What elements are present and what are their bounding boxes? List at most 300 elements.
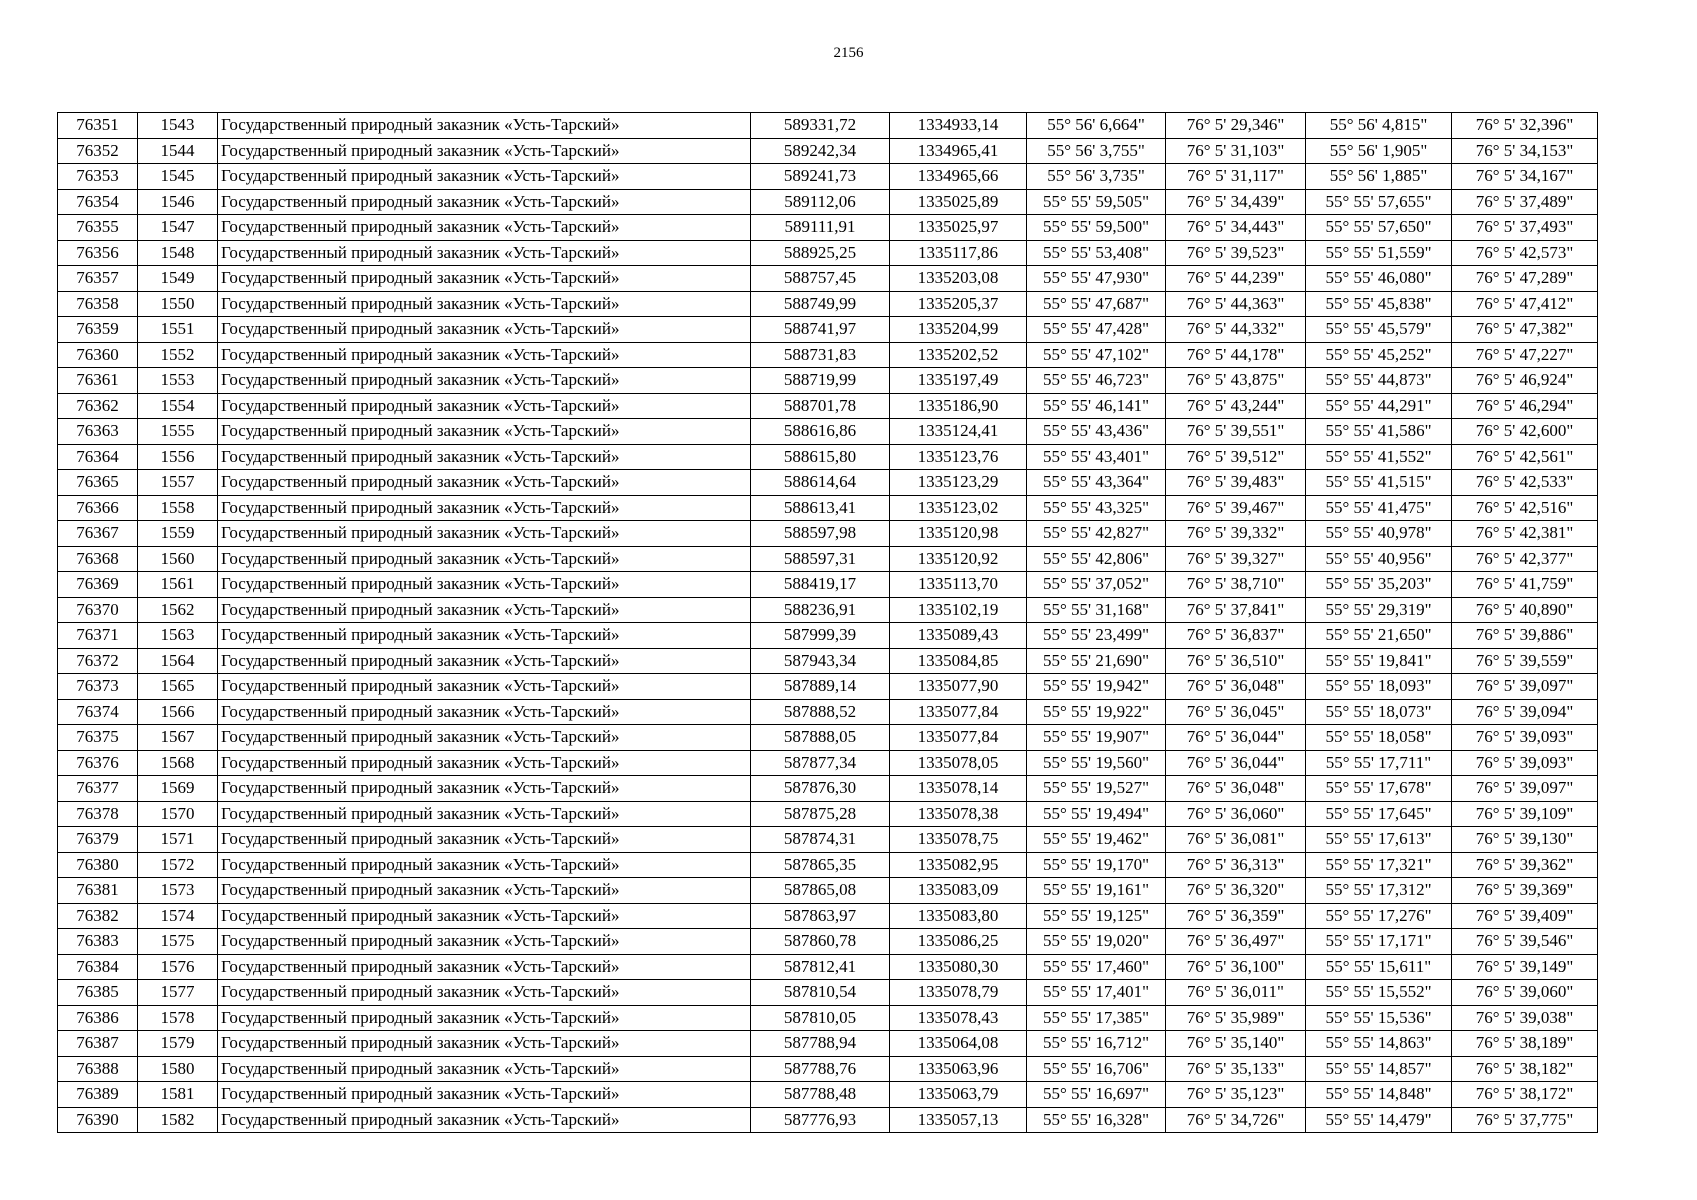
- y-coordinate-cell: 1335057,13: [890, 1107, 1027, 1133]
- longitude-1-cell: 76° 5' 36,100": [1166, 954, 1306, 980]
- point-number-cell: 1558: [138, 495, 218, 521]
- latitude-2-cell: 55° 55' 15,611": [1306, 954, 1452, 980]
- longitude-2-cell: 76° 5' 47,289": [1452, 266, 1598, 292]
- y-coordinate-cell: 1335080,30: [890, 954, 1027, 980]
- latitude-1-cell: 55° 55' 47,102": [1027, 342, 1166, 368]
- y-coordinate-cell: 1335123,76: [890, 444, 1027, 470]
- y-coordinate-cell: 1335083,09: [890, 878, 1027, 904]
- y-coordinate-cell: 1335078,79: [890, 980, 1027, 1006]
- x-coordinate-cell: 587888,05: [751, 725, 890, 751]
- longitude-1-cell: 76° 5' 36,837": [1166, 623, 1306, 649]
- territory-name-cell: Государственный природный заказник «Усть-Тарский»: [218, 852, 751, 878]
- territory-name-cell: Государственный природный заказник «Усть-Тарский»: [218, 495, 751, 521]
- latitude-1-cell: 55° 55' 19,922": [1027, 699, 1166, 725]
- point-number-cell: 1546: [138, 189, 218, 215]
- record-id-cell: 76368: [58, 546, 138, 572]
- territory-name-cell: Государственный природный заказник «Усть-Тарский»: [218, 444, 751, 470]
- table-row: [58, 572, 1598, 598]
- territory-name-cell: Государственный природный заказник «Усть-Тарский»: [218, 725, 751, 751]
- longitude-2-cell: 76° 5' 37,489": [1452, 189, 1598, 215]
- point-number-cell: 1582: [138, 1107, 218, 1133]
- point-number-cell: 1567: [138, 725, 218, 751]
- latitude-2-cell: 55° 55' 14,857": [1306, 1056, 1452, 1082]
- table-row: [58, 342, 1598, 368]
- longitude-1-cell: 76° 5' 44,332": [1166, 317, 1306, 343]
- table-row: [58, 164, 1598, 190]
- x-coordinate-cell: 587788,94: [751, 1031, 890, 1057]
- longitude-1-cell: 76° 5' 36,510": [1166, 648, 1306, 674]
- longitude-1-cell: 76° 5' 39,327": [1166, 546, 1306, 572]
- latitude-2-cell: 55° 55' 45,579": [1306, 317, 1452, 343]
- latitude-1-cell: 55° 56' 3,755": [1027, 138, 1166, 164]
- y-coordinate-cell: 1335203,08: [890, 266, 1027, 292]
- territory-name-cell: Государственный природный заказник «Усть-Тарский»: [218, 878, 751, 904]
- longitude-1-cell: 76° 5' 43,875": [1166, 368, 1306, 394]
- latitude-1-cell: 55° 55' 16,712": [1027, 1031, 1166, 1057]
- record-id-cell: 76371: [58, 623, 138, 649]
- latitude-2-cell: 55° 55' 18,058": [1306, 725, 1452, 751]
- latitude-2-cell: 55° 55' 14,848": [1306, 1082, 1452, 1108]
- y-coordinate-cell: 1335202,52: [890, 342, 1027, 368]
- point-number-cell: 1545: [138, 164, 218, 190]
- territory-name-cell: Государственный природный заказник «Усть-Тарский»: [218, 240, 751, 266]
- longitude-2-cell: 76° 5' 39,093": [1452, 750, 1598, 776]
- territory-name-cell: Государственный природный заказник «Усть-Тарский»: [218, 113, 751, 139]
- latitude-1-cell: 55° 55' 21,690": [1027, 648, 1166, 674]
- record-id-cell: 76378: [58, 801, 138, 827]
- record-id-cell: 76356: [58, 240, 138, 266]
- y-coordinate-cell: 1335102,19: [890, 597, 1027, 623]
- record-id-cell: 76382: [58, 903, 138, 929]
- territory-name-cell: Государственный природный заказник «Усть-Тарский»: [218, 521, 751, 547]
- point-number-cell: 1575: [138, 929, 218, 955]
- latitude-2-cell: 55° 55' 17,312": [1306, 878, 1452, 904]
- point-number-cell: 1550: [138, 291, 218, 317]
- latitude-1-cell: 55° 55' 16,328": [1027, 1107, 1166, 1133]
- latitude-2-cell: 55° 55' 18,093": [1306, 674, 1452, 700]
- point-number-cell: 1581: [138, 1082, 218, 1108]
- latitude-1-cell: 55° 55' 19,494": [1027, 801, 1166, 827]
- latitude-1-cell: 55° 55' 37,052": [1027, 572, 1166, 598]
- longitude-2-cell: 76° 5' 42,573": [1452, 240, 1598, 266]
- territory-name-cell: Государственный природный заказник «Усть-Тарский»: [218, 572, 751, 598]
- longitude-1-cell: 76° 5' 36,044": [1166, 725, 1306, 751]
- table-row: [58, 215, 1598, 241]
- territory-name-cell: Государственный природный заказник «Усть-Тарский»: [218, 419, 751, 445]
- territory-name-cell: Государственный природный заказник «Усть-Тарский»: [218, 266, 751, 292]
- y-coordinate-cell: 1335077,90: [890, 674, 1027, 700]
- territory-name-cell: Государственный природный заказник «Усть-Тарский»: [218, 954, 751, 980]
- point-number-cell: 1543: [138, 113, 218, 139]
- x-coordinate-cell: 587875,28: [751, 801, 890, 827]
- table-row: [58, 189, 1598, 215]
- x-coordinate-cell: 588719,99: [751, 368, 890, 394]
- point-number-cell: 1563: [138, 623, 218, 649]
- latitude-1-cell: 55° 56' 3,735": [1027, 164, 1166, 190]
- point-number-cell: 1547: [138, 215, 218, 241]
- y-coordinate-cell: 1335120,92: [890, 546, 1027, 572]
- latitude-2-cell: 55° 55' 17,171": [1306, 929, 1452, 955]
- territory-name-cell: Государственный природный заказник «Усть-Тарский»: [218, 597, 751, 623]
- longitude-1-cell: 76° 5' 36,359": [1166, 903, 1306, 929]
- y-coordinate-cell: 1334965,41: [890, 138, 1027, 164]
- longitude-1-cell: 76° 5' 44,363": [1166, 291, 1306, 317]
- table-row: [58, 444, 1598, 470]
- longitude-1-cell: 76° 5' 35,140": [1166, 1031, 1306, 1057]
- longitude-2-cell: 76° 5' 39,149": [1452, 954, 1598, 980]
- point-number-cell: 1553: [138, 368, 218, 394]
- territory-name-cell: Государственный природный заказник «Усть-Тарский»: [218, 1056, 751, 1082]
- record-id-cell: 76355: [58, 215, 138, 241]
- table-row: [58, 1107, 1598, 1133]
- longitude-2-cell: 76° 5' 39,559": [1452, 648, 1598, 674]
- table-row: [58, 1056, 1598, 1082]
- territory-name-cell: Государственный природный заказник «Усть-Тарский»: [218, 1082, 751, 1108]
- longitude-2-cell: 76° 5' 42,516": [1452, 495, 1598, 521]
- territory-name-cell: Государственный природный заказник «Усть-Тарский»: [218, 342, 751, 368]
- point-number-cell: 1568: [138, 750, 218, 776]
- table-row: [58, 266, 1598, 292]
- longitude-2-cell: 76° 5' 39,060": [1452, 980, 1598, 1006]
- latitude-1-cell: 55° 55' 43,325": [1027, 495, 1166, 521]
- latitude-2-cell: 55° 55' 17,645": [1306, 801, 1452, 827]
- point-number-cell: 1577: [138, 980, 218, 1006]
- longitude-2-cell: 76° 5' 37,493": [1452, 215, 1598, 241]
- table-row: [58, 138, 1598, 164]
- latitude-1-cell: 55° 55' 19,462": [1027, 827, 1166, 853]
- point-number-cell: 1564: [138, 648, 218, 674]
- longitude-2-cell: 76° 5' 42,381": [1452, 521, 1598, 547]
- x-coordinate-cell: 587776,93: [751, 1107, 890, 1133]
- x-coordinate-cell: 588925,25: [751, 240, 890, 266]
- table-row: [58, 776, 1598, 802]
- x-coordinate-cell: 587810,05: [751, 1005, 890, 1031]
- latitude-1-cell: 55° 55' 19,125": [1027, 903, 1166, 929]
- latitude-2-cell: 55° 55' 17,613": [1306, 827, 1452, 853]
- y-coordinate-cell: 1335078,05: [890, 750, 1027, 776]
- record-id-cell: 76386: [58, 1005, 138, 1031]
- table-row: [58, 546, 1598, 572]
- longitude-1-cell: 76° 5' 36,060": [1166, 801, 1306, 827]
- y-coordinate-cell: 1335063,96: [890, 1056, 1027, 1082]
- longitude-2-cell: 76° 5' 38,189": [1452, 1031, 1598, 1057]
- longitude-2-cell: 76° 5' 39,409": [1452, 903, 1598, 929]
- x-coordinate-cell: 588597,31: [751, 546, 890, 572]
- x-coordinate-cell: 587877,34: [751, 750, 890, 776]
- longitude-1-cell: 76° 5' 36,011": [1166, 980, 1306, 1006]
- table-row: [58, 929, 1598, 955]
- latitude-1-cell: 55° 55' 19,170": [1027, 852, 1166, 878]
- longitude-1-cell: 76° 5' 35,123": [1166, 1082, 1306, 1108]
- y-coordinate-cell: 1335063,79: [890, 1082, 1027, 1108]
- latitude-2-cell: 55° 55' 17,678": [1306, 776, 1452, 802]
- longitude-1-cell: 76° 5' 35,989": [1166, 1005, 1306, 1031]
- y-coordinate-cell: 1335117,86: [890, 240, 1027, 266]
- territory-name-cell: Государственный природный заказник «Усть-Тарский»: [218, 368, 751, 394]
- longitude-2-cell: 76° 5' 47,227": [1452, 342, 1598, 368]
- x-coordinate-cell: 587812,41: [751, 954, 890, 980]
- latitude-1-cell: 55° 55' 17,401": [1027, 980, 1166, 1006]
- table-row: [58, 674, 1598, 700]
- point-number-cell: 1576: [138, 954, 218, 980]
- table-row: [58, 317, 1598, 343]
- y-coordinate-cell: 1335205,37: [890, 291, 1027, 317]
- latitude-1-cell: 55° 55' 46,723": [1027, 368, 1166, 394]
- table-row: [58, 291, 1598, 317]
- latitude-1-cell: 55° 55' 16,706": [1027, 1056, 1166, 1082]
- table-row: [58, 240, 1598, 266]
- table-row: [58, 725, 1598, 751]
- longitude-1-cell: 76° 5' 36,048": [1166, 674, 1306, 700]
- point-number-cell: 1551: [138, 317, 218, 343]
- table-row: [58, 980, 1598, 1006]
- territory-name-cell: Государственный природный заказник «Усть-Тарский»: [218, 750, 751, 776]
- latitude-2-cell: 55° 56' 4,815": [1306, 113, 1452, 139]
- point-number-cell: 1552: [138, 342, 218, 368]
- record-id-cell: 76363: [58, 419, 138, 445]
- longitude-2-cell: 76° 5' 39,097": [1452, 776, 1598, 802]
- record-id-cell: 76389: [58, 1082, 138, 1108]
- y-coordinate-cell: 1334965,66: [890, 164, 1027, 190]
- longitude-1-cell: 76° 5' 39,467": [1166, 495, 1306, 521]
- latitude-1-cell: 55° 55' 59,505": [1027, 189, 1166, 215]
- y-coordinate-cell: 1334933,14: [890, 113, 1027, 139]
- longitude-1-cell: 76° 5' 29,346": [1166, 113, 1306, 139]
- latitude-1-cell: 55° 55' 19,942": [1027, 674, 1166, 700]
- longitude-2-cell: 76° 5' 34,167": [1452, 164, 1598, 190]
- latitude-2-cell: 55° 55' 15,536": [1306, 1005, 1452, 1031]
- territory-name-cell: Государственный природный заказник «Усть-Тарский»: [218, 291, 751, 317]
- latitude-1-cell: 55° 55' 47,687": [1027, 291, 1166, 317]
- y-coordinate-cell: 1335078,43: [890, 1005, 1027, 1031]
- x-coordinate-cell: 587865,35: [751, 852, 890, 878]
- y-coordinate-cell: 1335197,49: [890, 368, 1027, 394]
- longitude-1-cell: 76° 5' 36,497": [1166, 929, 1306, 955]
- table-row: [58, 699, 1598, 725]
- territory-name-cell: Государственный природный заказник «Усть-Тарский»: [218, 317, 751, 343]
- latitude-2-cell: 55° 55' 41,586": [1306, 419, 1452, 445]
- territory-name-cell: Государственный природный заказник «Усть-Тарский»: [218, 1005, 751, 1031]
- x-coordinate-cell: 587860,78: [751, 929, 890, 955]
- point-number-cell: 1560: [138, 546, 218, 572]
- longitude-2-cell: 76° 5' 39,038": [1452, 1005, 1598, 1031]
- point-number-cell: 1562: [138, 597, 218, 623]
- record-id-cell: 76370: [58, 597, 138, 623]
- point-number-cell: 1544: [138, 138, 218, 164]
- longitude-2-cell: 76° 5' 47,382": [1452, 317, 1598, 343]
- longitude-1-cell: 76° 5' 39,523": [1166, 240, 1306, 266]
- x-coordinate-cell: 587874,31: [751, 827, 890, 853]
- longitude-2-cell: 76° 5' 39,546": [1452, 929, 1598, 955]
- x-coordinate-cell: 588419,17: [751, 572, 890, 598]
- y-coordinate-cell: 1335204,99: [890, 317, 1027, 343]
- y-coordinate-cell: 1335186,90: [890, 393, 1027, 419]
- record-id-cell: 76357: [58, 266, 138, 292]
- table-row: [58, 1005, 1598, 1031]
- table-body: [58, 113, 1598, 1133]
- latitude-2-cell: 55° 55' 57,655": [1306, 189, 1452, 215]
- x-coordinate-cell: 588615,80: [751, 444, 890, 470]
- longitude-2-cell: 76° 5' 46,924": [1452, 368, 1598, 394]
- x-coordinate-cell: 588613,41: [751, 495, 890, 521]
- longitude-1-cell: 76° 5' 34,443": [1166, 215, 1306, 241]
- territory-name-cell: Государственный природный заказник «Усть-Тарский»: [218, 1031, 751, 1057]
- x-coordinate-cell: 588731,83: [751, 342, 890, 368]
- x-coordinate-cell: 589331,72: [751, 113, 890, 139]
- x-coordinate-cell: 588741,97: [751, 317, 890, 343]
- table-row: [58, 1082, 1598, 1108]
- latitude-1-cell: 55° 55' 19,527": [1027, 776, 1166, 802]
- longitude-2-cell: 76° 5' 39,130": [1452, 827, 1598, 853]
- latitude-2-cell: 55° 55' 57,650": [1306, 215, 1452, 241]
- x-coordinate-cell: 589241,73: [751, 164, 890, 190]
- latitude-1-cell: 55° 55' 16,697": [1027, 1082, 1166, 1108]
- longitude-1-cell: 76° 5' 36,048": [1166, 776, 1306, 802]
- record-id-cell: 76379: [58, 827, 138, 853]
- x-coordinate-cell: 587788,76: [751, 1056, 890, 1082]
- point-number-cell: 1574: [138, 903, 218, 929]
- territory-name-cell: Государственный природный заказник «Усть-Тарский»: [218, 776, 751, 802]
- longitude-1-cell: 76° 5' 39,332": [1166, 521, 1306, 547]
- record-id-cell: 76388: [58, 1056, 138, 1082]
- latitude-2-cell: 55° 55' 18,073": [1306, 699, 1452, 725]
- table-row: [58, 521, 1598, 547]
- latitude-2-cell: 55° 55' 17,321": [1306, 852, 1452, 878]
- x-coordinate-cell: 587943,34: [751, 648, 890, 674]
- latitude-1-cell: 55° 55' 17,385": [1027, 1005, 1166, 1031]
- longitude-2-cell: 76° 5' 39,362": [1452, 852, 1598, 878]
- x-coordinate-cell: 587999,39: [751, 623, 890, 649]
- territory-name-cell: Государственный природный заказник «Усть-Тарский»: [218, 903, 751, 929]
- longitude-2-cell: 76° 5' 42,377": [1452, 546, 1598, 572]
- territory-name-cell: Государственный природный заказник «Усть-Тарский»: [218, 674, 751, 700]
- longitude-2-cell: 76° 5' 39,886": [1452, 623, 1598, 649]
- table-row: [58, 1031, 1598, 1057]
- y-coordinate-cell: 1335077,84: [890, 725, 1027, 751]
- longitude-1-cell: 76° 5' 34,439": [1166, 189, 1306, 215]
- longitude-2-cell: 76° 5' 42,561": [1452, 444, 1598, 470]
- longitude-1-cell: 76° 5' 39,483": [1166, 470, 1306, 496]
- latitude-1-cell: 55° 55' 47,428": [1027, 317, 1166, 343]
- longitude-2-cell: 76° 5' 41,759": [1452, 572, 1598, 598]
- record-id-cell: 76366: [58, 495, 138, 521]
- point-number-cell: 1580: [138, 1056, 218, 1082]
- longitude-2-cell: 76° 5' 46,294": [1452, 393, 1598, 419]
- table-row: [58, 878, 1598, 904]
- latitude-2-cell: 55° 55' 51,559": [1306, 240, 1452, 266]
- x-coordinate-cell: 589112,06: [751, 189, 890, 215]
- record-id-cell: 76374: [58, 699, 138, 725]
- page-number: 2156: [833, 45, 864, 61]
- longitude-1-cell: 76° 5' 39,512": [1166, 444, 1306, 470]
- latitude-1-cell: 55° 55' 59,500": [1027, 215, 1166, 241]
- longitude-2-cell: 76° 5' 39,369": [1452, 878, 1598, 904]
- point-number-cell: 1556: [138, 444, 218, 470]
- y-coordinate-cell: 1335025,89: [890, 189, 1027, 215]
- territory-name-cell: Государственный природный заказник «Усть-Тарский»: [218, 827, 751, 853]
- latitude-1-cell: 55° 55' 23,499": [1027, 623, 1166, 649]
- record-id-cell: 76367: [58, 521, 138, 547]
- x-coordinate-cell: 587889,14: [751, 674, 890, 700]
- record-id-cell: 76380: [58, 852, 138, 878]
- x-coordinate-cell: 587876,30: [751, 776, 890, 802]
- record-id-cell: 76384: [58, 954, 138, 980]
- table-row: [58, 903, 1598, 929]
- table-row: [58, 597, 1598, 623]
- y-coordinate-cell: 1335077,84: [890, 699, 1027, 725]
- x-coordinate-cell: 587788,48: [751, 1082, 890, 1108]
- record-id-cell: 76372: [58, 648, 138, 674]
- latitude-1-cell: 55° 55' 19,161": [1027, 878, 1166, 904]
- longitude-2-cell: 76° 5' 47,412": [1452, 291, 1598, 317]
- latitude-2-cell: 55° 55' 15,552": [1306, 980, 1452, 1006]
- longitude-1-cell: 76° 5' 44,239": [1166, 266, 1306, 292]
- y-coordinate-cell: 1335083,80: [890, 903, 1027, 929]
- latitude-2-cell: 55° 55' 41,515": [1306, 470, 1452, 496]
- table-row: [58, 827, 1598, 853]
- y-coordinate-cell: 1335064,08: [890, 1031, 1027, 1057]
- territory-name-cell: Государственный природный заказник «Усть-Тарский»: [218, 1107, 751, 1133]
- table-row: [58, 954, 1598, 980]
- record-id-cell: 76360: [58, 342, 138, 368]
- longitude-2-cell: 76° 5' 42,533": [1452, 470, 1598, 496]
- x-coordinate-cell: 588701,78: [751, 393, 890, 419]
- longitude-2-cell: 76° 5' 32,396": [1452, 113, 1598, 139]
- latitude-1-cell: 55° 56' 6,664": [1027, 113, 1166, 139]
- longitude-1-cell: 76° 5' 44,178": [1166, 342, 1306, 368]
- record-id-cell: 76376: [58, 750, 138, 776]
- x-coordinate-cell: 588597,98: [751, 521, 890, 547]
- territory-name-cell: Государственный природный заказник «Усть-Тарский»: [218, 215, 751, 241]
- territory-name-cell: Государственный природный заказник «Усть-Тарский»: [218, 164, 751, 190]
- point-number-cell: 1572: [138, 852, 218, 878]
- latitude-2-cell: 55° 55' 29,319": [1306, 597, 1452, 623]
- latitude-1-cell: 55° 55' 43,401": [1027, 444, 1166, 470]
- longitude-1-cell: 76° 5' 37,841": [1166, 597, 1306, 623]
- table-row: [58, 852, 1598, 878]
- latitude-1-cell: 55° 55' 42,827": [1027, 521, 1166, 547]
- latitude-1-cell: 55° 55' 19,907": [1027, 725, 1166, 751]
- latitude-2-cell: 55° 55' 44,873": [1306, 368, 1452, 394]
- longitude-1-cell: 76° 5' 36,081": [1166, 827, 1306, 853]
- y-coordinate-cell: 1335089,43: [890, 623, 1027, 649]
- longitude-1-cell: 76° 5' 36,320": [1166, 878, 1306, 904]
- y-coordinate-cell: 1335124,41: [890, 419, 1027, 445]
- record-id-cell: 76358: [58, 291, 138, 317]
- y-coordinate-cell: 1335078,75: [890, 827, 1027, 853]
- x-coordinate-cell: 588757,45: [751, 266, 890, 292]
- longitude-1-cell: 76° 5' 36,045": [1166, 699, 1306, 725]
- x-coordinate-cell: 588749,99: [751, 291, 890, 317]
- table-row: [58, 419, 1598, 445]
- y-coordinate-cell: 1335086,25: [890, 929, 1027, 955]
- point-number-cell: 1555: [138, 419, 218, 445]
- record-id-cell: 76353: [58, 164, 138, 190]
- latitude-1-cell: 55° 55' 47,930": [1027, 266, 1166, 292]
- record-id-cell: 76351: [58, 113, 138, 139]
- point-number-cell: 1571: [138, 827, 218, 853]
- record-id-cell: 76387: [58, 1031, 138, 1057]
- point-number-cell: 1561: [138, 572, 218, 598]
- latitude-1-cell: 55° 55' 31,168": [1027, 597, 1166, 623]
- longitude-2-cell: 76° 5' 39,097": [1452, 674, 1598, 700]
- longitude-1-cell: 76° 5' 34,726": [1166, 1107, 1306, 1133]
- point-number-cell: 1565: [138, 674, 218, 700]
- y-coordinate-cell: 1335082,95: [890, 852, 1027, 878]
- record-id-cell: 76359: [58, 317, 138, 343]
- point-number-cell: 1570: [138, 801, 218, 827]
- record-id-cell: 76383: [58, 929, 138, 955]
